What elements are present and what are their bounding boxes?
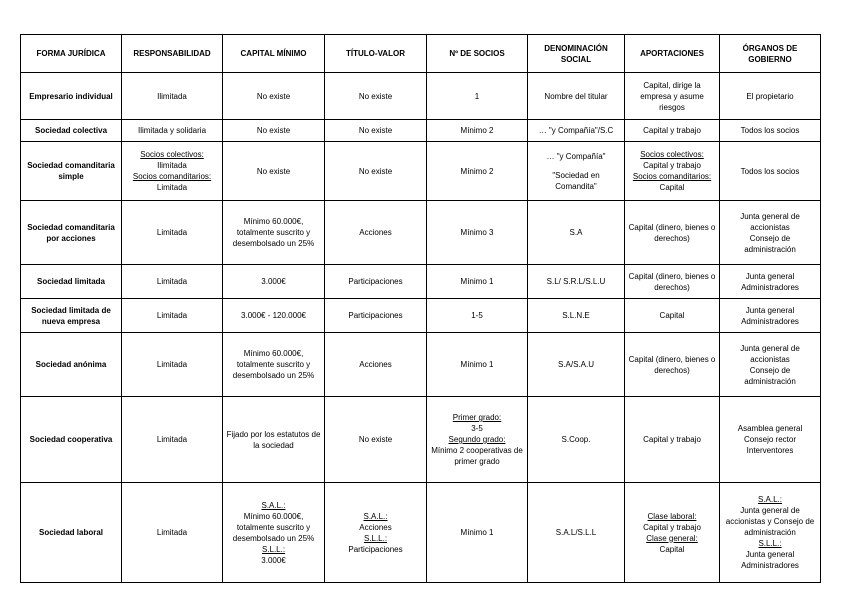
cell-socios: Mínimo 3	[427, 201, 528, 265]
cell-denominacion	[528, 142, 625, 201]
cell-responsabilidad: Limitada	[122, 333, 223, 397]
organos-line-1: Junta general de accionistas	[740, 343, 800, 364]
cell-capital: No existe	[223, 120, 325, 142]
cell-titulo: No existe	[325, 120, 427, 142]
cell-aportaciones: Capital y trabajo	[625, 397, 720, 483]
socios-value-segundo: Mínimo 2 cooperativas de primer grado	[431, 446, 523, 466]
cell-denominacion: S.L.N.E	[528, 299, 625, 333]
capital-label-sal: S.A.L.:	[261, 500, 286, 510]
resp-label-comanditarios: Socios comanditarios:	[132, 172, 212, 181]
aport-value-comanditarios: Capital	[659, 183, 685, 192]
organos-line-1: Asamblea general	[737, 424, 803, 433]
socios-value-primer: 3-5	[471, 424, 483, 433]
organos-line-3: Interventores	[746, 446, 794, 455]
table-row	[21, 201, 821, 265]
cell-socios: Mínimo 2	[427, 120, 528, 142]
aport-label-colectivos: Socios colectivos:	[640, 150, 704, 159]
resp-value-colectivos: Ilimitada	[157, 161, 187, 170]
cell-capital: No existe	[223, 73, 325, 120]
table-row	[21, 333, 821, 397]
cell-denominacion: S.A	[528, 201, 625, 265]
cell-socios: 1-5	[427, 299, 528, 333]
organos-line-2: Consejo de administración	[744, 365, 796, 386]
cell-titulo	[325, 483, 427, 583]
cell-capital: 3.000€ - 120.000€	[223, 299, 325, 333]
cell-titulo: No existe	[325, 73, 427, 120]
cell-denominacion: S.A/S.A.U	[528, 333, 625, 397]
cell-organos	[720, 299, 821, 333]
socios-label-primer: Primer grado:	[452, 413, 502, 422]
cell-capital: Mínimo 60.000€, totalmente suscrito y desembolsado un 25%	[223, 201, 325, 265]
table-row	[21, 142, 821, 201]
organos-line-1: Junta general	[745, 305, 795, 315]
cell-titulo: Acciones	[325, 201, 427, 265]
cell-capital: No existe	[223, 142, 325, 201]
cell-forma: Sociedad comanditaria por acciones	[21, 201, 122, 265]
aport-value-colectivos: Capital y trabajo	[643, 161, 701, 170]
header-socios: Nº DE SOCIOS	[427, 35, 528, 73]
cell-socios: 1	[427, 73, 528, 120]
header-titulo: TÍTULO-VALOR	[325, 35, 427, 73]
titulo-value-sal: Acciones	[359, 522, 392, 532]
cell-socios: Mínimo 2	[427, 142, 528, 201]
organos-line-2: Administradores	[741, 316, 799, 326]
cell-organos	[720, 397, 821, 483]
cell-capital: 3.000€	[223, 265, 325, 299]
resp-label-colectivos: Socios colectivos:	[140, 150, 204, 159]
table-row	[21, 73, 821, 120]
denom-line-2: "Sociedad en Comandita"	[552, 170, 600, 191]
table-wrapper	[20, 34, 821, 583]
aport-label-laboral: Clase laboral:	[647, 511, 697, 521]
cell-forma: Sociedad laboral	[21, 483, 122, 583]
cell-capital	[223, 483, 325, 583]
table-row	[21, 299, 821, 333]
socios-label-segundo: Segundo grado:	[448, 435, 506, 444]
legal-forms-table	[20, 34, 821, 583]
table-row	[21, 120, 821, 142]
cell-organos	[720, 265, 821, 299]
cell-responsabilidad	[122, 142, 223, 201]
capital-value-sll: 3.000€	[261, 555, 286, 565]
cell-forma: Sociedad cooperativa	[21, 397, 122, 483]
cell-aportaciones: Capital (dinero, bienes o derechos)	[625, 265, 720, 299]
header-capital: CAPITAL MÍNIMO	[223, 35, 325, 73]
organos-line-1: Junta general de accionistas	[740, 211, 800, 232]
cell-denominacion: … "y Compañía"/S.C	[528, 120, 625, 142]
cell-titulo: No existe	[325, 142, 427, 201]
cell-denominacion: S.A.L/S.L.L	[528, 483, 625, 583]
cell-denominacion: Nombre del titular	[528, 73, 625, 120]
organos-line-2: Consejo rector	[743, 435, 797, 444]
cell-forma: Sociedad limitada de nueva empresa	[21, 299, 122, 333]
cell-organos	[720, 483, 821, 583]
cell-organos	[720, 201, 821, 265]
cell-forma: Sociedad anónima	[21, 333, 122, 397]
cell-forma: Sociedad comanditaria simple	[21, 142, 122, 201]
cell-responsabilidad: Limitada	[122, 265, 223, 299]
cell-aportaciones: Capital (dinero, bienes o derechos)	[625, 201, 720, 265]
titulo-value-sll: Participaciones	[348, 544, 403, 554]
cell-aportaciones: Capital, dirige la empresa y asume riesgos	[625, 73, 720, 120]
organos-line-1: Junta general	[745, 271, 795, 281]
cell-responsabilidad: Limitada	[122, 483, 223, 583]
cell-capital: Mínimo 60.000€, totalmente suscrito y desembolsado un 25%	[223, 333, 325, 397]
organos-line-2: Consejo de administración	[744, 233, 796, 254]
aport-value-laboral: Capital y trabajo	[643, 522, 701, 532]
cell-forma: Sociedad limitada	[21, 265, 122, 299]
cell-denominacion: S.Coop.	[528, 397, 625, 483]
header-forma: FORMA JURÍDICA	[21, 35, 122, 73]
titulo-label-sal: S.A.L.:	[363, 511, 388, 521]
organos-value-sll: Junta general Administradores	[741, 550, 799, 570]
cell-forma: Empresario individual	[21, 73, 122, 120]
cell-socios: Mínimo 1	[427, 483, 528, 583]
cell-aportaciones: Capital	[625, 299, 720, 333]
header-denominacion: DENOMINACIÓN SOCIAL	[528, 35, 625, 73]
cell-denominacion: S.L/ S.R.L/S.L.U	[528, 265, 625, 299]
header-responsabilidad: RESPONSABILIDAD	[122, 35, 223, 73]
header-organos: ÓRGANOS DE GOBIERNO	[720, 35, 821, 73]
cell-titulo: Participaciones	[325, 265, 427, 299]
cell-aportaciones	[625, 483, 720, 583]
cell-organos	[720, 333, 821, 397]
cell-responsabilidad: Ilimitada y solidaria	[122, 120, 223, 142]
cell-responsabilidad: Limitada	[122, 299, 223, 333]
table-row	[21, 483, 821, 583]
header-aportaciones: APORTACIONES	[625, 35, 720, 73]
cell-responsabilidad: Ilimitada	[122, 73, 223, 120]
cell-aportaciones	[625, 142, 720, 201]
table-row	[21, 397, 821, 483]
organos-label-sal: S.A.L.:	[757, 495, 782, 504]
cell-aportaciones: Capital (dinero, bienes o derechos)	[625, 333, 720, 397]
aport-label-comanditarios: Socios comanditarios:	[632, 172, 712, 181]
aport-label-general: Clase general:	[646, 533, 698, 543]
organos-value-sal: Junta general de accionistas y Consejo de administración	[725, 506, 815, 537]
header-row	[21, 35, 821, 73]
resp-value-comanditarios: Limitada	[156, 183, 188, 192]
cell-aportaciones: Capital y trabajo	[625, 120, 720, 142]
cell-socios: Mínimo 1	[427, 333, 528, 397]
cell-capital: Fijado por los estatutos de la sociedad	[223, 397, 325, 483]
cell-forma: Sociedad colectiva	[21, 120, 122, 142]
table-row	[21, 265, 821, 299]
organos-label-sll: S.L.L.:	[758, 539, 782, 548]
cell-responsabilidad: Limitada	[122, 397, 223, 483]
cell-titulo: No existe	[325, 397, 427, 483]
organos-line-2: Administradores	[741, 282, 799, 292]
cell-socios: Mínimo 1	[427, 265, 528, 299]
cell-organos: El propietario	[720, 73, 821, 120]
denom-line-1: … "y Compañía"	[546, 151, 606, 161]
cell-socios	[427, 397, 528, 483]
cell-titulo: Participaciones	[325, 299, 427, 333]
cell-responsabilidad: Limitada	[122, 201, 223, 265]
capital-label-sll: S.L.L.:	[261, 544, 286, 554]
capital-value-sal: Mínimo 60.000€, totalmente suscrito y desembolsado un 25%	[232, 511, 315, 543]
cell-organos: Todos los socios	[720, 142, 821, 201]
titulo-label-sll: S.L.L.:	[363, 533, 388, 543]
aport-value-general: Capital	[659, 544, 685, 554]
cell-organos: Todos los socios	[720, 120, 821, 142]
cell-titulo: Acciones	[325, 333, 427, 397]
